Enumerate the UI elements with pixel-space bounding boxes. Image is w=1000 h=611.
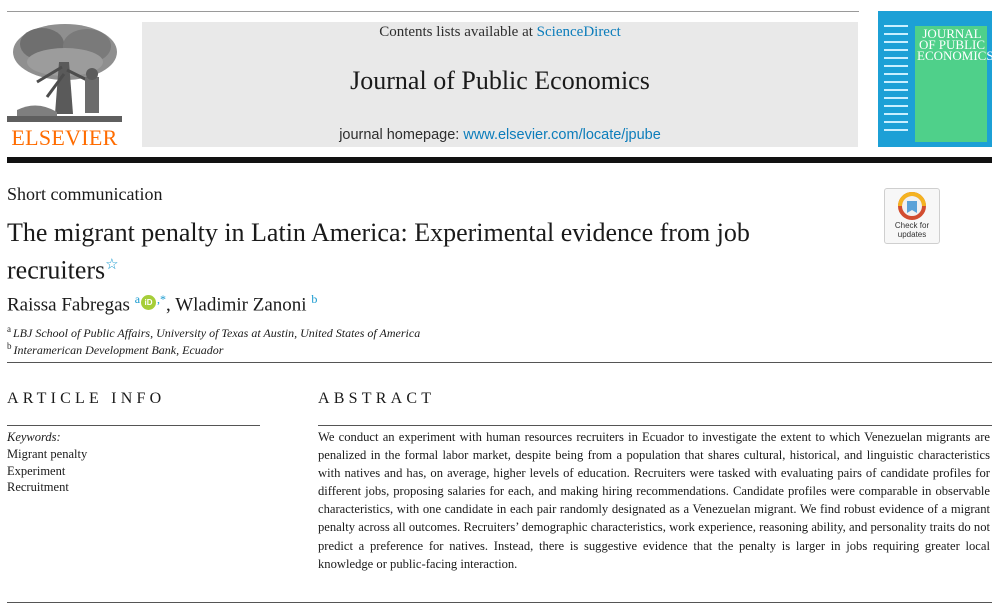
- sciencedirect-link[interactable]: ScienceDirect: [536, 24, 621, 40]
- affiliation-text: LBJ School of Public Affairs, University of Texas at Austin, United States of America: [13, 326, 421, 340]
- check-updates-label: [885, 221, 939, 239]
- cover-panel: [915, 26, 994, 142]
- affiliation-b: [7, 341, 223, 358]
- contents-prefix: Contents lists available at: [379, 24, 537, 40]
- keyword-item: Experiment: [7, 463, 66, 478]
- author-name[interactable]: Wladimir Zanoni: [175, 294, 307, 316]
- author-list: [7, 292, 317, 316]
- keyword-item: Recruitment: [7, 480, 69, 494]
- header-bottom-rule: [7, 157, 992, 163]
- affiliation-a: [7, 324, 420, 341]
- article-title: The migrant penalty in Latin America: Experimental evidence from job recruiters: [7, 218, 750, 285]
- check-updates-icon: [885, 189, 939, 221]
- article-info-heading: ARTICLE INFO: [7, 390, 166, 407]
- author-affiliation-sup[interactable]: a: [134, 292, 141, 306]
- check-for-updates-button[interactable]: [884, 188, 940, 244]
- title-footnote-star-icon[interactable]: ☆: [105, 257, 119, 273]
- affiliation-sup: a: [7, 324, 11, 334]
- homepage-link[interactable]: www.elsevier.com/locate/jpube: [463, 127, 661, 143]
- cover-decoration: [884, 25, 908, 137]
- abstract-heading: ABSTRACT: [318, 390, 436, 407]
- abstract-text: We conduct an experiment with human resources recruiters in Ecuador to investigate the extent to which Venezuelan migrants are penalized in the formal labor market, despite being from a population that shares cultural, historical, and linguistic characteristics with natives and has, on average, higher levels of education. Recruiters were tasked with evaluating pairs of candidate profiles for different jobs, proposing salaries for each, and making hiring recommendations. Candidate profiles were comparable in observable characteristics, with one candidate in each pair randomly designated as a Venezuelan migrant. We find robust evidence of a migrant penalty across all outcomes. Recruiters’ demographic characteristics, work experience, reasoning ability, and personality traits do not predict a preference for natives. Instead, there is suggestive evidence that the penalty is larger in jobs requiring greater local knowledge or public-facing interaction.: [318, 430, 990, 571]
- author-name[interactable]: Raissa Fabregas: [7, 294, 130, 316]
- orcid-icon[interactable]: iD: [141, 295, 156, 310]
- publisher-wordmark[interactable]: ELSEVIER: [11, 125, 118, 150]
- header-top-rule: [7, 11, 859, 12]
- homepage-line: [142, 127, 858, 143]
- article-type: Short communication: [7, 184, 163, 204]
- section-divider: [7, 362, 992, 363]
- corresponding-author-mark[interactable]: ,*: [157, 292, 167, 306]
- keywords-label: Keywords:: [7, 430, 61, 444]
- homepage-prefix: journal homepage:: [339, 127, 464, 143]
- check-updates-line1: Check for: [894, 221, 930, 230]
- tree-icon: [7, 22, 122, 124]
- affiliation-text: Interamerican Development Bank, Ecuador: [13, 343, 224, 357]
- abstract-rule: [318, 425, 992, 426]
- keyword-item: Migrant penalty: [7, 447, 88, 461]
- article-info-rule: [7, 425, 260, 426]
- cover-title: JOURNAL OF PUBLIC ECONOMICS: [917, 26, 994, 63]
- contents-line: [142, 24, 858, 41]
- author-separator: ,: [166, 294, 176, 316]
- author-affiliation-sup[interactable]: b: [311, 292, 318, 306]
- bottom-rule: [7, 602, 992, 603]
- affiliation-sup: b: [7, 341, 12, 351]
- check-updates-line2: updates: [897, 230, 927, 239]
- journal-title[interactable]: Journal of Public Economics: [350, 66, 650, 95]
- keyword-list: [7, 446, 87, 496]
- article-title-block: [7, 216, 837, 287]
- journal-cover-thumbnail[interactable]: [878, 11, 992, 147]
